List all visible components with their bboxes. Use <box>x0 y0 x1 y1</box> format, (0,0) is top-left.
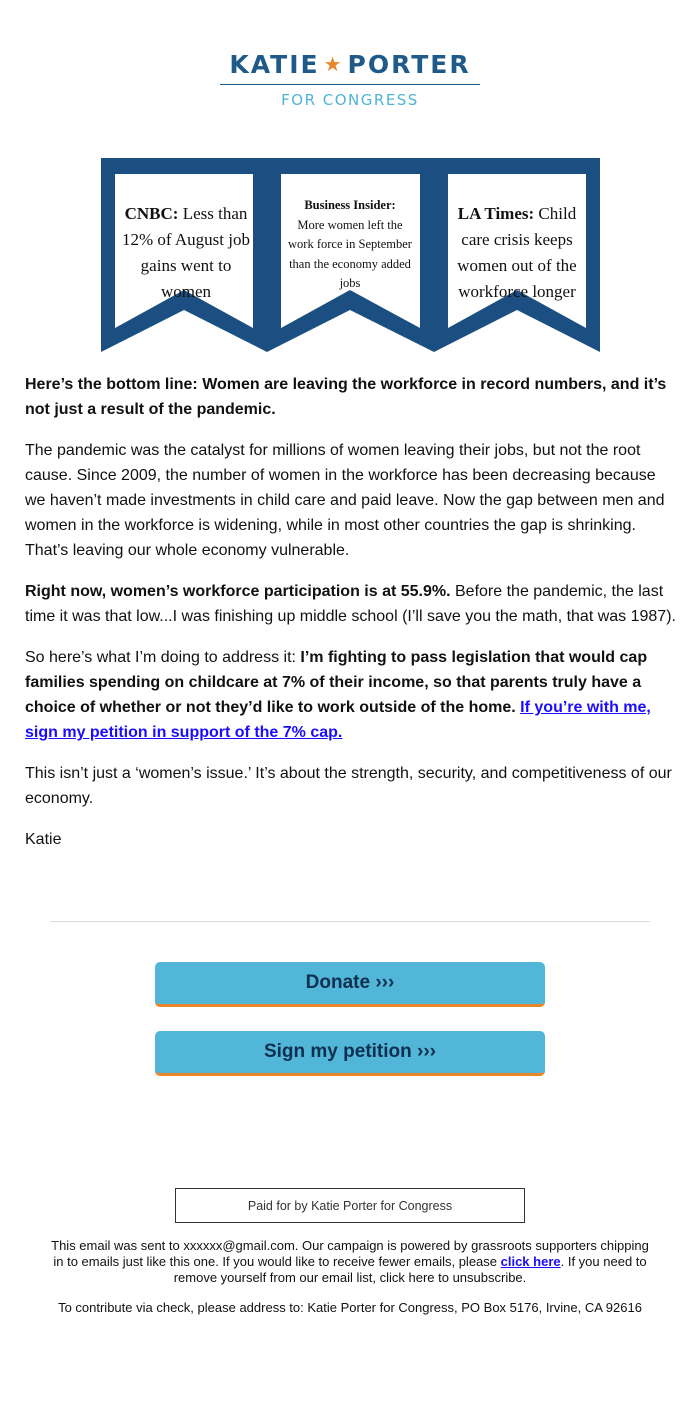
banner-headline-business-insider <box>284 170 416 320</box>
footer-address: To contribute via check, please address to: Katie Porter for Congress, PO Box 5176, Irvine, CA 92616 <box>58 1300 642 1315</box>
logo-name-last: PORTER <box>347 50 471 79</box>
bottom-line-statement: Here’s the bottom line: Women are leaving the workforce in record numbers, and it’s not just a result of the pandemic. <box>25 376 667 418</box>
banner-text: Less than 12% of August job gains went to women <box>122 204 250 301</box>
logo-subtitle: FOR CONGRESS <box>281 91 419 109</box>
paid-for-disclaimer: Paid for by Katie Porter for Congress <box>175 1188 525 1223</box>
footer-notice <box>50 1238 650 1286</box>
closing-paragraph: This isn’t just a ‘women’s issue.’ It’s about the strength, security, and competitiveness of our economy. <box>25 765 672 807</box>
legislation-intro: So here’s what I’m doing to address it: <box>25 649 301 666</box>
banner-source: Business Insider: <box>304 198 396 213</box>
participation-stat: Right now, women’s workforce participation is at 55.9%. <box>25 583 451 600</box>
banner-headline-la-times <box>449 178 585 328</box>
logo-name-first: KATIE <box>229 50 320 79</box>
petition-link[interactable]: If you’re with me, sign my petition in support of the 7% cap. <box>25 699 651 741</box>
participation-context: Before the pandemic, the last time it was that low...I was finishing up middle school (I’ll save you the math, that was 1987). <box>25 583 676 625</box>
donate-button[interactable]: Donate ››› <box>155 962 545 1007</box>
footer-notice-end: . If you need to remove yourself from our email list, click here to unsubscribe. <box>173 1254 647 1285</box>
logo-wordmark <box>0 50 700 81</box>
banner-headline-cnbc <box>117 178 255 328</box>
banner-text: Child care crisis keeps women out of the workforce longer <box>457 204 577 301</box>
participation-paragraph <box>25 579 677 629</box>
email-body <box>25 372 677 868</box>
body-paragraph: The pandemic was the catalyst for millions of women leaving their jobs, but not the root cause. Since 2009, the number of women in the workforce has been decreasing because we haven’t made investments in child care and paid leave. Now the gap between men and women in the workforce is widening, while in most other countries the gap is shrinking. That’s leaving our whole economy vulnerable. <box>25 442 665 559</box>
signature: Katie <box>25 831 62 848</box>
banner-source: CNBC: <box>124 204 179 223</box>
logo-divider <box>220 84 480 85</box>
star-icon: ★ <box>323 52 344 76</box>
banner-source: LA Times: <box>457 204 535 223</box>
sign-petition-button[interactable]: Sign my petition ››› <box>155 1031 545 1076</box>
footer-notice-start: This email was sent to xxxxxx@gmail.com. Our campaign is powered by grassroots supporters chipping in to emails just like this one. If you would like to receive fewer emails, please <box>51 1238 649 1269</box>
legislation-statement: I’m fighting to pass legislation that would cap families spending on childcare at 7% of their income, so that parents truly have a choice of whether or not they’d like to work outside of the home. <box>25 649 648 716</box>
campaign-logo <box>0 50 700 109</box>
fewer-emails-link[interactable]: click here <box>500 1254 561 1269</box>
legislation-paragraph <box>25 645 677 745</box>
section-divider <box>50 921 650 922</box>
banner-text: More women left the work force in September than the economy added jobs <box>288 217 412 291</box>
news-banner-graphic <box>101 158 600 352</box>
intro-paragraph <box>25 372 677 422</box>
email-footer <box>50 1238 650 1330</box>
